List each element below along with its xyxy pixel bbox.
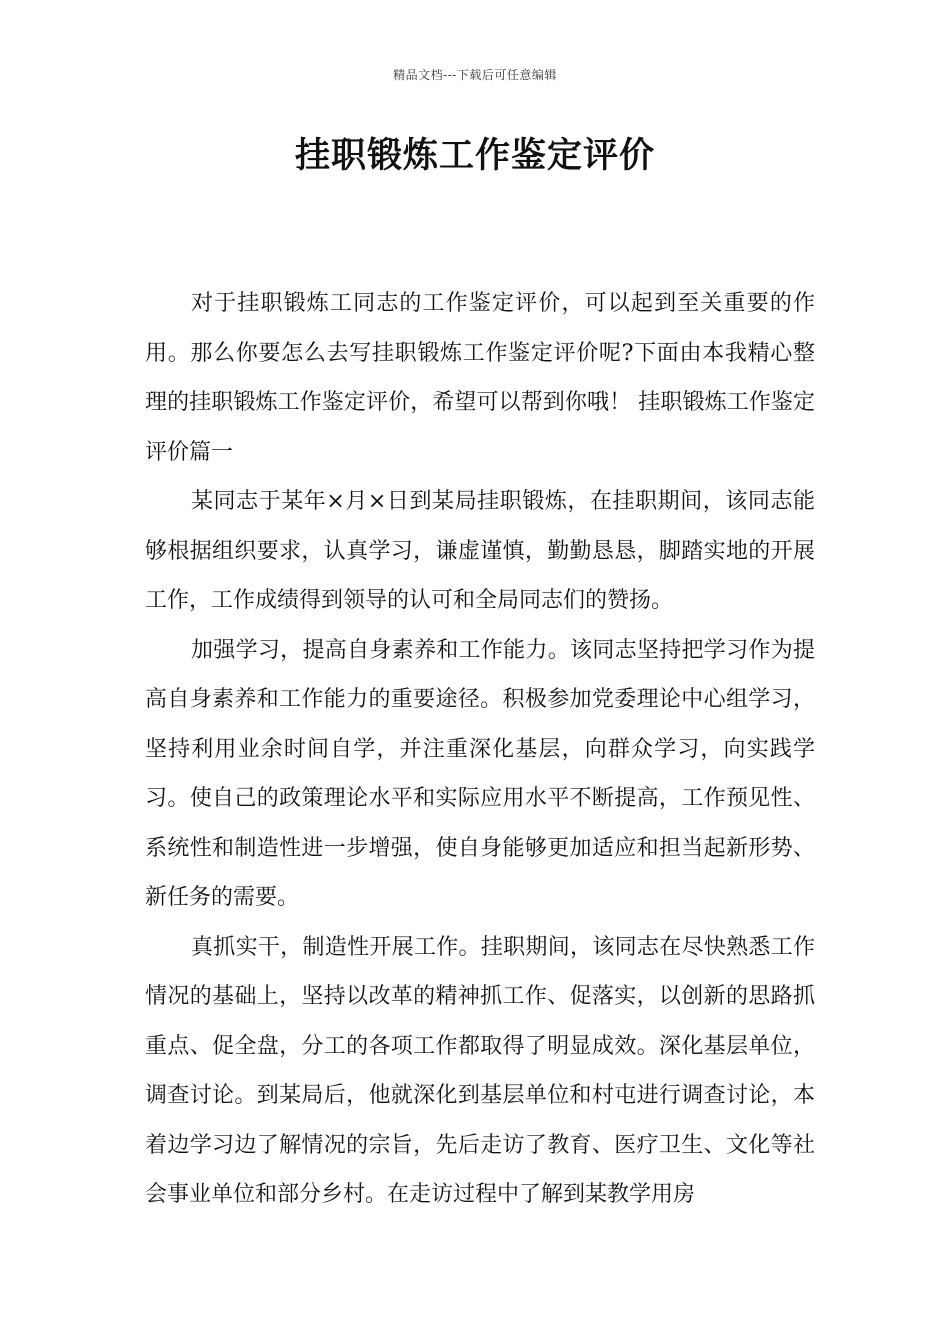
paragraph: 加强学习，提高自身素养和工作能力。该同志坚持把学习作为提高自身素养和工作能力的重要途径。积极参加党委理论中心组学习，坚持利用业余时间自学，并注重深化基层，向群众学习，向实践学习。使自己的政策理论水平和实际应用水平不断提高，工作预见性、系统性和制造性进一步增强，使自身能够更加适应和担当起新形势、新任务的需要。 [145,637,815,910]
header-note: 精品文档---下载后可任意编辑 [393,68,557,82]
paragraph: 某同志于某年×月×日到某局挂职锻炼，在挂职期间，该同志能够根据组织要求，认真学习，谦虚谨慎，勤勤恳恳，脚踏实地的开展工作，工作成绩得到领导的认可和全局同志们的赞扬。 [145,489,815,613]
paragraph: 真抓实干，制造性开展工作。挂职期间，该同志在尽快熟悉工作情况的基础上，坚持以改革的精神抓工作、促落实，以创新的思路抓重点、促全盘，分工的各项工作都取得了明显成效。深化基层单位，调查讨论。到某局后，他就深化到基层单位和村屯进行调查讨论，本着边学习边了解情况的宗旨，先后走访了教育、医疗卫生、文化等社会事业单位和部分乡村。在走访过程中了解到某教学用房 [145,934,815,1207]
document-title: 挂职锻炼工作鉴定评价 [294,135,655,176]
paragraph: 对于挂职锻炼工同志的工作鉴定评价，可以起到至关重要的作用。那么你要怎么去写挂职锻炼工作鉴定评价呢?下面由本我精心整理的挂职锻炼工作鉴定评价，希望可以帮到你哦！ 挂职锻炼工作鉴定评价篇一 [145,291,815,465]
document-body [145,279,815,1220]
